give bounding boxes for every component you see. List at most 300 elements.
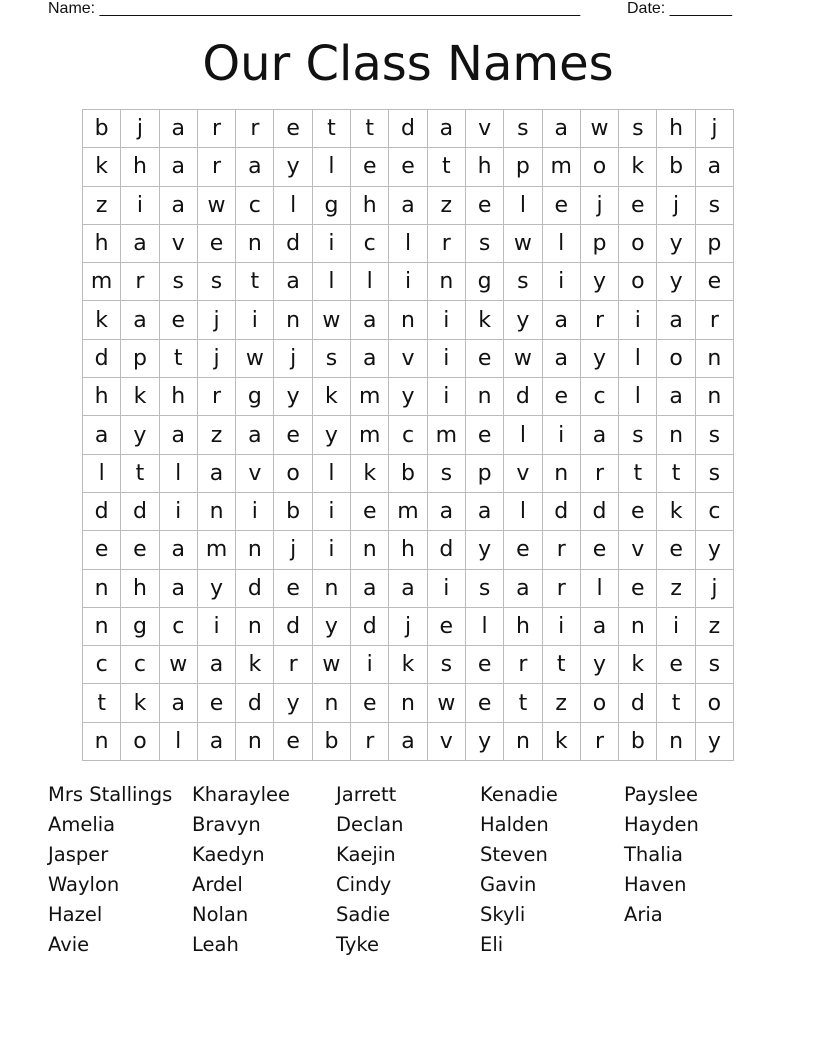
grid-cell[interactable]: a [236,416,274,454]
grid-cell[interactable]: a [696,148,734,186]
grid-cell[interactable]: z [696,608,734,646]
grid-cell[interactable]: w [236,340,274,378]
grid-cell[interactable]: c [581,378,619,416]
grid-cell[interactable]: d [428,531,466,569]
grid-cell[interactable]: d [543,493,581,531]
grid-cell[interactable]: a [236,148,274,186]
grid-cell[interactable]: t [351,110,389,148]
grid-cell[interactable]: e [274,723,312,761]
grid-cell[interactable]: r [236,110,274,148]
grid-cell[interactable]: d [83,340,121,378]
grid-cell[interactable]: t [160,340,198,378]
word-list-item: Thalia [624,843,684,866]
grid-cell[interactable]: l [351,263,389,301]
grid-cell[interactable]: a [160,148,198,186]
grid-cell[interactable]: t [313,110,351,148]
grid-cell[interactable]: y [657,263,695,301]
grid-cell[interactable]: i [198,608,236,646]
grid-cell[interactable]: n [198,493,236,531]
grid-cell[interactable]: e [428,608,466,646]
grid-cell[interactable]: h [160,378,198,416]
grid-cell[interactable]: y [466,723,504,761]
grid-cell[interactable]: l [504,187,542,225]
grid-cell[interactable]: c [83,646,121,684]
grid-cell[interactable]: e [466,646,504,684]
grid-cell[interactable]: e [160,301,198,339]
grid-cell[interactable]: j [657,187,695,225]
grid-cell[interactable]: s [428,455,466,493]
grid-cell[interactable]: o [657,340,695,378]
word-list-item: Jarrett [336,783,397,806]
grid-cell[interactable]: n [657,723,695,761]
grid-cell[interactable]: g [121,608,159,646]
grid-cell[interactable]: b [619,723,657,761]
grid-cell[interactable]: t [83,684,121,722]
grid-cell[interactable]: a [428,110,466,148]
grid-cell[interactable]: e [619,493,657,531]
grid-cell[interactable]: n [696,340,734,378]
grid-cell[interactable]: e [389,148,427,186]
grid-cell[interactable]: k [313,378,351,416]
grid-cell[interactable]: y [657,225,695,263]
grid-cell[interactable]: o [696,684,734,722]
grid-cell[interactable]: i [160,493,198,531]
grid-cell[interactable]: d [83,493,121,531]
grid-cell[interactable]: i [619,301,657,339]
grid-cell[interactable]: d [236,684,274,722]
word-list-item: Skyli [480,903,526,926]
grid-cell[interactable]: d [274,225,312,263]
grid-cell[interactable]: n [428,263,466,301]
grid-cell[interactable]: s [504,263,542,301]
grid-cell[interactable]: a [121,301,159,339]
word-list [48,780,768,960]
grid-cell[interactable]: e [466,416,504,454]
grid-cell[interactable]: k [619,646,657,684]
grid-cell[interactable]: a [504,570,542,608]
grid-cell[interactable]: e [696,263,734,301]
grid-cell[interactable]: m [428,416,466,454]
grid-cell[interactable]: d [581,493,619,531]
grid-cell[interactable]: c [236,187,274,225]
grid-cell[interactable]: h [466,148,504,186]
grid-cell[interactable]: t [121,455,159,493]
grid-cell[interactable]: b [274,493,312,531]
grid-cell[interactable]: t [428,148,466,186]
grid-cell[interactable]: i [657,608,695,646]
grid-cell[interactable]: y [581,340,619,378]
grid-cell[interactable]: d [619,684,657,722]
grid-cell[interactable]: n [504,723,542,761]
grid-cell[interactable]: i [351,646,389,684]
grid-cell[interactable]: m [351,416,389,454]
grid-cell[interactable]: y [696,531,734,569]
grid-cell[interactable]: c [696,493,734,531]
grid-cell[interactable]: e [504,531,542,569]
grid-cell[interactable]: a [657,301,695,339]
grid-cell[interactable]: n [657,416,695,454]
grid-cell[interactable]: r [696,301,734,339]
grid-cell[interactable]: s [619,110,657,148]
grid-cell[interactable]: t [657,684,695,722]
grid-cell[interactable]: e [198,684,236,722]
grid-cell[interactable]: s [696,646,734,684]
grid-cell[interactable]: y [274,684,312,722]
grid-cell[interactable]: i [428,301,466,339]
grid-cell[interactable]: n [83,608,121,646]
word-list-item: Hazel [48,903,103,926]
grid-cell[interactable]: i [428,378,466,416]
grid-cell[interactable]: j [198,301,236,339]
grid-cell[interactable]: n [389,301,427,339]
grid-cell[interactable]: y [274,148,312,186]
grid-cell[interactable]: e [351,148,389,186]
grid-cell[interactable]: l [619,340,657,378]
grid-cell[interactable]: a [543,340,581,378]
grid-cell[interactable]: h [121,570,159,608]
grid-cell[interactable]: h [351,187,389,225]
grid-cell[interactable]: g [466,263,504,301]
grid-cell[interactable]: a [351,340,389,378]
grid-cell[interactable]: a [160,416,198,454]
grid-cell[interactable]: a [428,493,466,531]
grid-cell[interactable]: e [543,378,581,416]
grid-cell[interactable]: e [466,340,504,378]
grid-cell[interactable]: t [543,646,581,684]
grid-cell[interactable]: w [581,110,619,148]
grid-cell[interactable]: i [428,340,466,378]
grid-cell[interactable]: p [696,225,734,263]
grid-cell[interactable]: b [389,455,427,493]
grid-cell[interactable]: r [581,723,619,761]
grid-cell[interactable]: p [466,455,504,493]
grid-cell[interactable]: d [504,378,542,416]
grid-cell[interactable]: m [543,148,581,186]
grid-cell[interactable]: n [274,301,312,339]
grid-cell[interactable]: o [619,225,657,263]
grid-cell[interactable]: e [274,110,312,148]
grid-cell[interactable]: p [581,225,619,263]
grid-cell[interactable]: a [160,531,198,569]
word-list-item: Kaejin [336,843,396,866]
grid-cell[interactable]: t [236,263,274,301]
grid-cell[interactable]: a [160,187,198,225]
grid-cell[interactable]: n [696,378,734,416]
grid-cell[interactable]: n [466,378,504,416]
grid-cell[interactable]: k [619,148,657,186]
grid-cell[interactable]: y [313,416,351,454]
grid-cell[interactable]: r [351,723,389,761]
grid-cell[interactable]: y [121,416,159,454]
grid-cell[interactable]: k [83,148,121,186]
word-list-item: Cindy [336,873,392,896]
grid-cell[interactable]: k [351,455,389,493]
grid-cell[interactable]: r [198,148,236,186]
grid-cell[interactable]: r [581,455,619,493]
grid-cell[interactable]: n [83,723,121,761]
grid-cell[interactable]: a [389,570,427,608]
grid-cell[interactable]: v [428,723,466,761]
grid-cell[interactable]: d [389,110,427,148]
grid-cell[interactable]: a [351,301,389,339]
grid-cell[interactable]: m [389,493,427,531]
grid-cell[interactable]: l [543,225,581,263]
grid-cell[interactable]: y [696,723,734,761]
grid-cell[interactable]: n [236,531,274,569]
grid-cell[interactable]: n [313,684,351,722]
grid-cell[interactable]: s [619,416,657,454]
grid-cell[interactable]: s [313,340,351,378]
grid-cell[interactable]: l [313,263,351,301]
grid-cell[interactable]: i [543,608,581,646]
grid-cell[interactable]: e [83,531,121,569]
grid-cell[interactable]: n [236,225,274,263]
grid-cell[interactable]: i [543,416,581,454]
grid-cell[interactable]: n [313,570,351,608]
grid-cell[interactable]: n [83,570,121,608]
grid-cell[interactable]: r [198,110,236,148]
grid-cell[interactable]: a [581,608,619,646]
grid-cell[interactable]: n [543,455,581,493]
grid-cell[interactable]: y [466,531,504,569]
grid-cell[interactable]: s [696,416,734,454]
grid-cell[interactable]: s [428,646,466,684]
grid-cell[interactable]: l [274,187,312,225]
grid-cell[interactable]: v [236,455,274,493]
grid-cell[interactable]: i [428,570,466,608]
grid-cell[interactable]: k [83,301,121,339]
grid-cell[interactable]: e [274,570,312,608]
grid-cell[interactable]: n [236,608,274,646]
grid-cell[interactable]: e [351,684,389,722]
grid-cell[interactable]: r [543,570,581,608]
grid-cell[interactable]: l [83,455,121,493]
grid-cell[interactable]: v [389,340,427,378]
grid-cell[interactable]: r [198,378,236,416]
grid-cell[interactable]: w [504,340,542,378]
grid-cell[interactable]: j [121,110,159,148]
grid-cell[interactable]: w [504,225,542,263]
grid-cell[interactable]: e [274,416,312,454]
grid-cell[interactable]: v [466,110,504,148]
grid-cell[interactable]: n [236,723,274,761]
grid-cell[interactable]: y [198,570,236,608]
grid-cell[interactable]: z [198,416,236,454]
grid-cell[interactable]: w [313,301,351,339]
word-list-item: Declan [336,813,404,836]
grid-cell[interactable]: d [274,608,312,646]
grid-cell[interactable]: o [581,684,619,722]
grid-cell[interactable]: l [313,148,351,186]
grid-cell[interactable]: y [389,378,427,416]
grid-cell[interactable]: p [121,340,159,378]
grid-cell[interactable]: e [351,493,389,531]
grid-cell[interactable]: l [466,608,504,646]
grid-cell[interactable]: l [504,493,542,531]
grid-cell[interactable]: y [581,646,619,684]
grid-cell[interactable]: j [581,187,619,225]
grid-cell[interactable]: h [389,531,427,569]
grid-cell[interactable]: w [198,187,236,225]
grid-cell[interactable]: r [121,263,159,301]
grid-cell[interactable]: o [581,148,619,186]
grid-cell[interactable]: a [83,416,121,454]
grid-cell[interactable]: y [274,378,312,416]
grid-cell[interactable]: c [389,416,427,454]
grid-cell[interactable]: w [313,646,351,684]
grid-cell[interactable]: l [619,378,657,416]
grid-cell[interactable]: s [160,263,198,301]
grid-cell[interactable]: e [657,646,695,684]
grid-cell[interactable]: l [581,570,619,608]
grid-cell[interactable]: r [504,646,542,684]
grid-cell[interactable]: s [696,455,734,493]
grid-cell[interactable]: h [657,110,695,148]
grid-cell[interactable]: g [236,378,274,416]
grid-cell[interactable]: r [543,531,581,569]
grid-cell[interactable]: a [160,110,198,148]
grid-cell[interactable]: y [313,608,351,646]
grid-cell[interactable]: j [696,570,734,608]
grid-cell[interactable]: e [581,531,619,569]
grid-cell[interactable]: k [389,646,427,684]
grid-cell[interactable]: a [198,723,236,761]
grid-cell[interactable]: n [619,608,657,646]
grid-cell[interactable]: l [160,723,198,761]
grid-cell[interactable]: i [313,493,351,531]
grid-cell[interactable]: j [274,531,312,569]
grid-cell[interactable]: d [351,608,389,646]
grid-cell[interactable]: e [619,570,657,608]
grid-cell[interactable]: d [236,570,274,608]
grid-cell[interactable]: g [313,187,351,225]
grid-cell[interactable]: l [313,455,351,493]
grid-cell[interactable]: b [313,723,351,761]
grid-cell[interactable]: i [121,187,159,225]
grid-cell[interactable]: k [236,646,274,684]
grid-cell[interactable]: e [466,187,504,225]
grid-cell[interactable]: l [504,416,542,454]
word-list-item: Mrs Stallings [48,783,173,806]
grid-cell[interactable]: v [160,225,198,263]
grid-cell[interactable]: r [274,646,312,684]
grid-cell[interactable]: k [543,723,581,761]
grid-cell[interactable]: e [657,531,695,569]
grid-cell[interactable]: o [274,455,312,493]
grid-cell[interactable]: c [351,225,389,263]
grid-cell[interactable]: h [504,608,542,646]
grid-cell[interactable]: a [274,263,312,301]
grid-cell[interactable]: z [428,187,466,225]
grid-cell[interactable]: o [121,723,159,761]
grid-cell[interactable]: p [504,148,542,186]
grid-cell[interactable]: t [619,455,657,493]
grid-cell[interactable]: i [236,493,274,531]
grid-cell[interactable]: a [121,225,159,263]
grid-cell[interactable]: j [389,608,427,646]
grid-cell[interactable]: z [543,684,581,722]
grid-cell[interactable]: a [351,570,389,608]
grid-cell[interactable]: v [619,531,657,569]
grid-cell[interactable]: e [543,187,581,225]
grid-cell[interactable]: i [543,263,581,301]
grid-cell[interactable]: a [198,646,236,684]
grid-cell[interactable]: a [543,110,581,148]
grid-cell[interactable]: e [198,225,236,263]
grid-cell[interactable]: z [657,570,695,608]
grid-cell[interactable]: a [389,187,427,225]
grid-cell[interactable]: l [389,225,427,263]
grid-cell[interactable]: s [466,225,504,263]
grid-cell[interactable]: t [504,684,542,722]
grid-cell[interactable]: a [160,684,198,722]
grid-cell[interactable]: k [657,493,695,531]
grid-cell[interactable]: s [198,263,236,301]
grid-cell[interactable]: r [428,225,466,263]
grid-cell[interactable]: e [619,187,657,225]
grid-cell[interactable]: y [581,263,619,301]
grid-cell[interactable]: i [313,531,351,569]
grid-cell[interactable]: a [160,570,198,608]
grid-cell[interactable]: s [466,570,504,608]
grid-cell[interactable]: l [160,455,198,493]
grid-cell[interactable]: w [428,684,466,722]
grid-cell[interactable]: a [198,455,236,493]
grid-cell[interactable]: k [466,301,504,339]
grid-cell[interactable]: b [657,148,695,186]
grid-cell[interactable]: e [121,531,159,569]
grid-cell[interactable]: i [313,225,351,263]
grid-cell[interactable]: m [351,378,389,416]
grid-cell[interactable]: s [504,110,542,148]
grid-cell[interactable]: i [389,263,427,301]
grid-cell[interactable]: n [389,684,427,722]
grid-cell[interactable]: h [83,225,121,263]
grid-cell[interactable]: z [83,187,121,225]
grid-cell[interactable]: m [83,263,121,301]
grid-cell[interactable]: v [504,455,542,493]
grid-cell[interactable]: h [121,148,159,186]
grid-cell[interactable]: o [619,263,657,301]
grid-cell[interactable]: d [121,493,159,531]
grid-cell[interactable]: y [504,301,542,339]
grid-cell[interactable]: r [581,301,619,339]
grid-cell[interactable]: a [389,723,427,761]
grid-cell[interactable]: b [83,110,121,148]
grid-cell[interactable]: j [696,110,734,148]
grid-cell[interactable]: w [160,646,198,684]
word-list-item: Gavin [480,873,537,896]
grid-cell[interactable]: j [198,340,236,378]
grid-cell[interactable]: j [274,340,312,378]
grid-cell[interactable]: t [657,455,695,493]
grid-cell[interactable]: k [121,684,159,722]
grid-cell[interactable]: n [351,531,389,569]
grid-cell[interactable]: k [121,378,159,416]
grid-cell[interactable]: a [657,378,695,416]
grid-cell[interactable]: m [198,531,236,569]
grid-cell[interactable]: a [466,493,504,531]
grid-cell[interactable]: e [466,684,504,722]
word-list-item: Nolan [192,903,249,926]
grid-cell[interactable]: c [160,608,198,646]
grid-cell[interactable]: a [581,416,619,454]
grid-cell[interactable]: a [543,301,581,339]
grid-cell[interactable]: s [696,187,734,225]
grid-cell[interactable]: i [236,301,274,339]
grid-cell[interactable]: h [83,378,121,416]
grid-cell[interactable]: c [121,646,159,684]
